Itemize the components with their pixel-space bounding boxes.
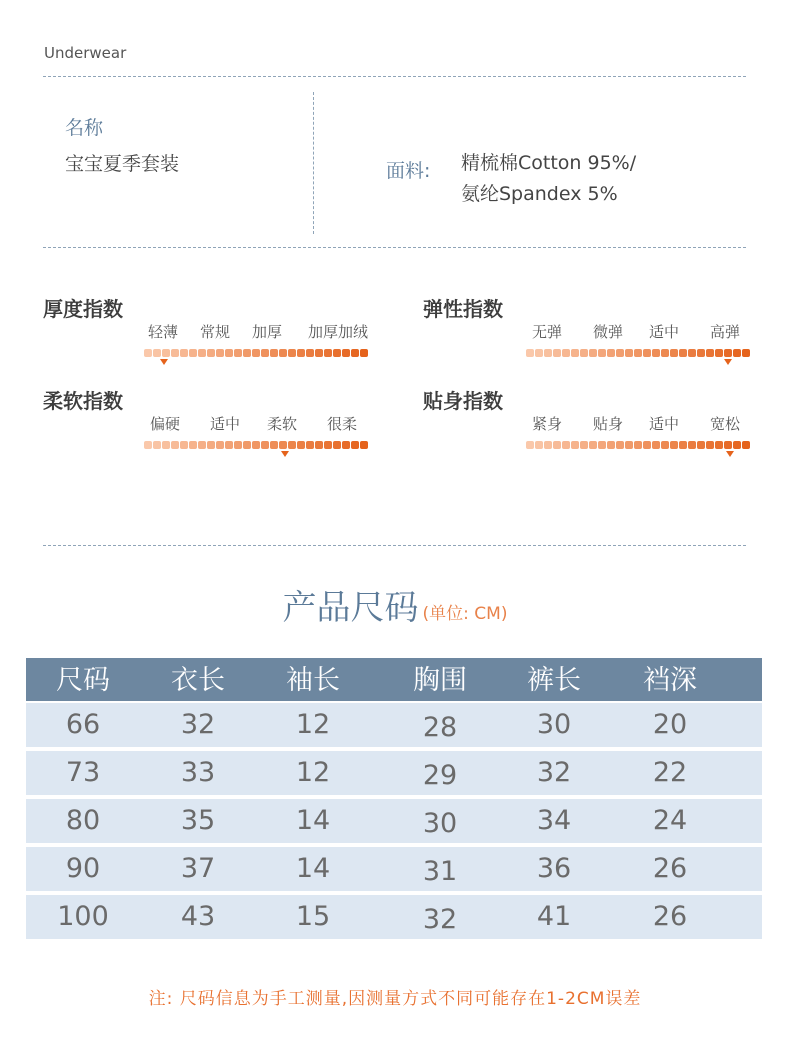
table-cell: 32 bbox=[180, 709, 216, 740]
scale-segment bbox=[706, 441, 714, 449]
table-cell: 15 bbox=[295, 901, 331, 932]
scale-segment bbox=[715, 441, 723, 449]
scale-segment bbox=[351, 349, 359, 357]
table-cell: 43 bbox=[180, 901, 216, 932]
index-level: 紧身 bbox=[531, 415, 563, 433]
table-header-cell: 裆深 bbox=[643, 665, 697, 696]
index-level: 适中 bbox=[209, 415, 241, 433]
scale-segment bbox=[715, 349, 723, 357]
vertical-divider bbox=[313, 92, 314, 234]
table-cell: 34 bbox=[536, 805, 572, 836]
index-level: 贴身 bbox=[592, 415, 624, 433]
table-cell: 41 bbox=[536, 901, 572, 932]
scale-segment bbox=[144, 349, 152, 357]
scale-segment bbox=[661, 441, 669, 449]
table-cell: 73 bbox=[65, 757, 101, 788]
scale-segment bbox=[153, 349, 161, 357]
scale-segment bbox=[562, 349, 570, 357]
scale-segment bbox=[171, 441, 179, 449]
scale-segment bbox=[270, 349, 278, 357]
table-cell: 12 bbox=[295, 709, 331, 740]
scale-segment bbox=[171, 349, 179, 357]
scale-segment bbox=[679, 349, 687, 357]
index-level: 无弹 bbox=[531, 323, 563, 341]
scale-segment bbox=[553, 441, 561, 449]
scale-segment bbox=[162, 349, 170, 357]
scale-segment bbox=[180, 349, 188, 357]
scale-segment bbox=[544, 349, 552, 357]
scale-segment bbox=[661, 349, 669, 357]
scale-segment bbox=[243, 349, 251, 357]
measurement-note: 注: 尺码信息为手工测量,因测量方式不同可能存在1-2CM误差 bbox=[148, 989, 642, 1009]
scale-segment bbox=[535, 349, 543, 357]
index-title: 柔软指数 bbox=[43, 389, 123, 413]
scale-segment bbox=[580, 441, 588, 449]
scale-segment bbox=[553, 349, 561, 357]
scale-segment bbox=[306, 349, 314, 357]
index-title: 厚度指数 bbox=[43, 297, 123, 321]
table-cell: 37 bbox=[180, 853, 216, 884]
table-cell: 66 bbox=[65, 709, 101, 740]
table-cell: 100 bbox=[57, 901, 109, 932]
table-header-cell: 裤长 bbox=[527, 665, 581, 696]
scale-segment bbox=[180, 441, 188, 449]
scale-segment bbox=[688, 349, 696, 357]
product-name-label: 名称 bbox=[65, 117, 104, 139]
scale-segment bbox=[252, 349, 260, 357]
scale-segment bbox=[589, 441, 597, 449]
table-cell: 14 bbox=[295, 805, 331, 836]
scale-segment bbox=[616, 441, 624, 449]
size-chart-unit: (单位: CM) bbox=[422, 604, 508, 624]
index-elasticity bbox=[423, 293, 763, 373]
index-marker bbox=[281, 451, 289, 457]
fabric-label: 面料: bbox=[386, 160, 431, 182]
index-level: 宽松 bbox=[709, 415, 741, 433]
scale-segment bbox=[589, 349, 597, 357]
scale-segment bbox=[679, 441, 687, 449]
index-level: 轻薄 bbox=[147, 323, 179, 341]
scale-segment bbox=[297, 441, 305, 449]
scale-segment bbox=[643, 441, 651, 449]
scale-segment bbox=[598, 441, 606, 449]
scale-segment bbox=[243, 441, 251, 449]
table-header-cell: 胸围 bbox=[413, 665, 467, 696]
scale-segment bbox=[342, 441, 350, 449]
scale-segment bbox=[526, 349, 534, 357]
index-level: 很柔 bbox=[326, 415, 358, 433]
scale-segment bbox=[288, 349, 296, 357]
index-title: 贴身指数 bbox=[423, 389, 503, 413]
scale-segment bbox=[342, 349, 350, 357]
table-cell: 22 bbox=[652, 757, 688, 788]
table-cell: 29 bbox=[422, 760, 458, 791]
index-softness bbox=[43, 385, 383, 465]
scale-segment bbox=[216, 349, 224, 357]
scale-segment bbox=[643, 349, 651, 357]
scale-segment bbox=[697, 349, 705, 357]
scale-segment bbox=[252, 441, 260, 449]
scale-segment bbox=[153, 441, 161, 449]
scale-segment bbox=[733, 349, 741, 357]
scale-segment bbox=[216, 441, 224, 449]
scale-segment bbox=[634, 441, 642, 449]
table-header-cell: 衣长 bbox=[171, 665, 225, 696]
table-cell: 36 bbox=[536, 853, 572, 884]
divider bbox=[43, 545, 746, 546]
scale-segment bbox=[324, 441, 332, 449]
scale-segment bbox=[598, 349, 606, 357]
scale-segment bbox=[535, 441, 543, 449]
table-row bbox=[26, 847, 762, 891]
scale-segment bbox=[571, 349, 579, 357]
scale-segment bbox=[198, 349, 206, 357]
divider bbox=[43, 76, 746, 77]
scale-segment bbox=[279, 349, 287, 357]
table-cell: 33 bbox=[180, 757, 216, 788]
scale-segment bbox=[607, 441, 615, 449]
index-title: 弹性指数 bbox=[423, 297, 503, 321]
table-cell: 90 bbox=[65, 853, 101, 884]
scale-segment bbox=[652, 349, 660, 357]
divider bbox=[43, 247, 746, 248]
scale-segment bbox=[234, 349, 242, 357]
table-cell: 26 bbox=[652, 901, 688, 932]
table-cell: 20 bbox=[652, 709, 688, 740]
scale-segment bbox=[261, 441, 269, 449]
index-level: 柔软 bbox=[266, 415, 298, 433]
fabric-composition-line1: 精梳棉Cotton 95%/ bbox=[461, 152, 637, 174]
size-chart-title: 产品尺码 bbox=[282, 588, 419, 628]
table-cell: 26 bbox=[652, 853, 688, 884]
table-cell: 80 bbox=[65, 805, 101, 836]
table-cell: 30 bbox=[422, 808, 458, 839]
scale-segment bbox=[670, 349, 678, 357]
fabric-composition-line2: 氨纶Spandex 5% bbox=[461, 183, 618, 205]
scale-segment bbox=[315, 349, 323, 357]
scale-segment bbox=[225, 441, 233, 449]
scale-segment bbox=[562, 441, 570, 449]
scale-segment bbox=[333, 349, 341, 357]
table-row bbox=[26, 751, 762, 795]
index-level: 适中 bbox=[648, 323, 680, 341]
scale-segment bbox=[261, 349, 269, 357]
scale-segment bbox=[607, 349, 615, 357]
index-marker bbox=[726, 451, 734, 457]
scale-segment bbox=[288, 441, 296, 449]
scale-segment bbox=[297, 349, 305, 357]
scale-segment bbox=[688, 441, 696, 449]
scale-segment bbox=[333, 441, 341, 449]
scale-segment bbox=[670, 441, 678, 449]
table-row bbox=[26, 703, 762, 747]
scale-segment bbox=[360, 441, 368, 449]
table-row bbox=[26, 895, 762, 939]
scale-segment bbox=[625, 349, 633, 357]
index-level: 偏硬 bbox=[149, 415, 181, 433]
index-level: 适中 bbox=[648, 415, 680, 433]
index-scale-bar bbox=[144, 441, 368, 449]
scale-segment bbox=[189, 349, 197, 357]
scale-segment bbox=[706, 349, 714, 357]
scale-segment bbox=[634, 349, 642, 357]
scale-segment bbox=[198, 441, 206, 449]
index-thickness bbox=[43, 293, 383, 373]
scale-segment bbox=[144, 441, 152, 449]
scale-segment bbox=[162, 441, 170, 449]
scale-segment bbox=[324, 349, 332, 357]
table-cell: 32 bbox=[422, 904, 458, 935]
table-header-row bbox=[26, 658, 762, 701]
table-cell: 12 bbox=[295, 757, 331, 788]
scale-segment bbox=[351, 441, 359, 449]
scale-segment bbox=[625, 441, 633, 449]
index-level: 加厚加绒 bbox=[307, 323, 369, 341]
index-scale-bar bbox=[144, 349, 368, 357]
index-level: 常规 bbox=[199, 323, 231, 341]
size-chart-heading bbox=[0, 580, 790, 629]
scale-segment bbox=[580, 349, 588, 357]
scale-segment bbox=[234, 441, 242, 449]
index-marker bbox=[724, 359, 732, 365]
index-level: 微弹 bbox=[592, 323, 624, 341]
scale-segment bbox=[207, 441, 215, 449]
scale-segment bbox=[270, 441, 278, 449]
table-cell: 30 bbox=[536, 709, 572, 740]
table-cell: 35 bbox=[180, 805, 216, 836]
table-header-cell: 袖长 bbox=[286, 665, 340, 696]
scale-segment bbox=[306, 441, 314, 449]
scale-segment bbox=[315, 441, 323, 449]
scale-segment bbox=[742, 349, 750, 357]
table-row bbox=[26, 799, 762, 843]
index-level: 高弹 bbox=[709, 323, 741, 341]
index-marker bbox=[160, 359, 168, 365]
index-scale-bar bbox=[526, 441, 750, 449]
scale-segment bbox=[652, 441, 660, 449]
table-cell: 31 bbox=[422, 856, 458, 887]
scale-segment bbox=[207, 349, 215, 357]
scale-segment bbox=[526, 441, 534, 449]
scale-segment bbox=[742, 441, 750, 449]
scale-segment bbox=[724, 441, 732, 449]
table-cell: 14 bbox=[295, 853, 331, 884]
table-cell: 32 bbox=[536, 757, 572, 788]
scale-segment bbox=[733, 441, 741, 449]
scale-segment bbox=[189, 441, 197, 449]
scale-segment bbox=[724, 349, 732, 357]
scale-segment bbox=[616, 349, 624, 357]
index-fit bbox=[423, 385, 763, 465]
table-cell: 24 bbox=[652, 805, 688, 836]
product-name-value: 宝宝夏季套装 bbox=[65, 153, 180, 175]
brand-label: Underwear bbox=[44, 44, 127, 62]
scale-segment bbox=[225, 349, 233, 357]
index-level: 加厚 bbox=[251, 323, 283, 341]
scale-segment bbox=[360, 349, 368, 357]
index-scale-bar bbox=[526, 349, 750, 357]
scale-segment bbox=[571, 441, 579, 449]
table-cell: 28 bbox=[422, 712, 458, 743]
table-header-cell: 尺码 bbox=[56, 665, 110, 696]
scale-segment bbox=[279, 441, 287, 449]
scale-segment bbox=[697, 441, 705, 449]
scale-segment bbox=[544, 441, 552, 449]
size-table bbox=[26, 658, 762, 943]
